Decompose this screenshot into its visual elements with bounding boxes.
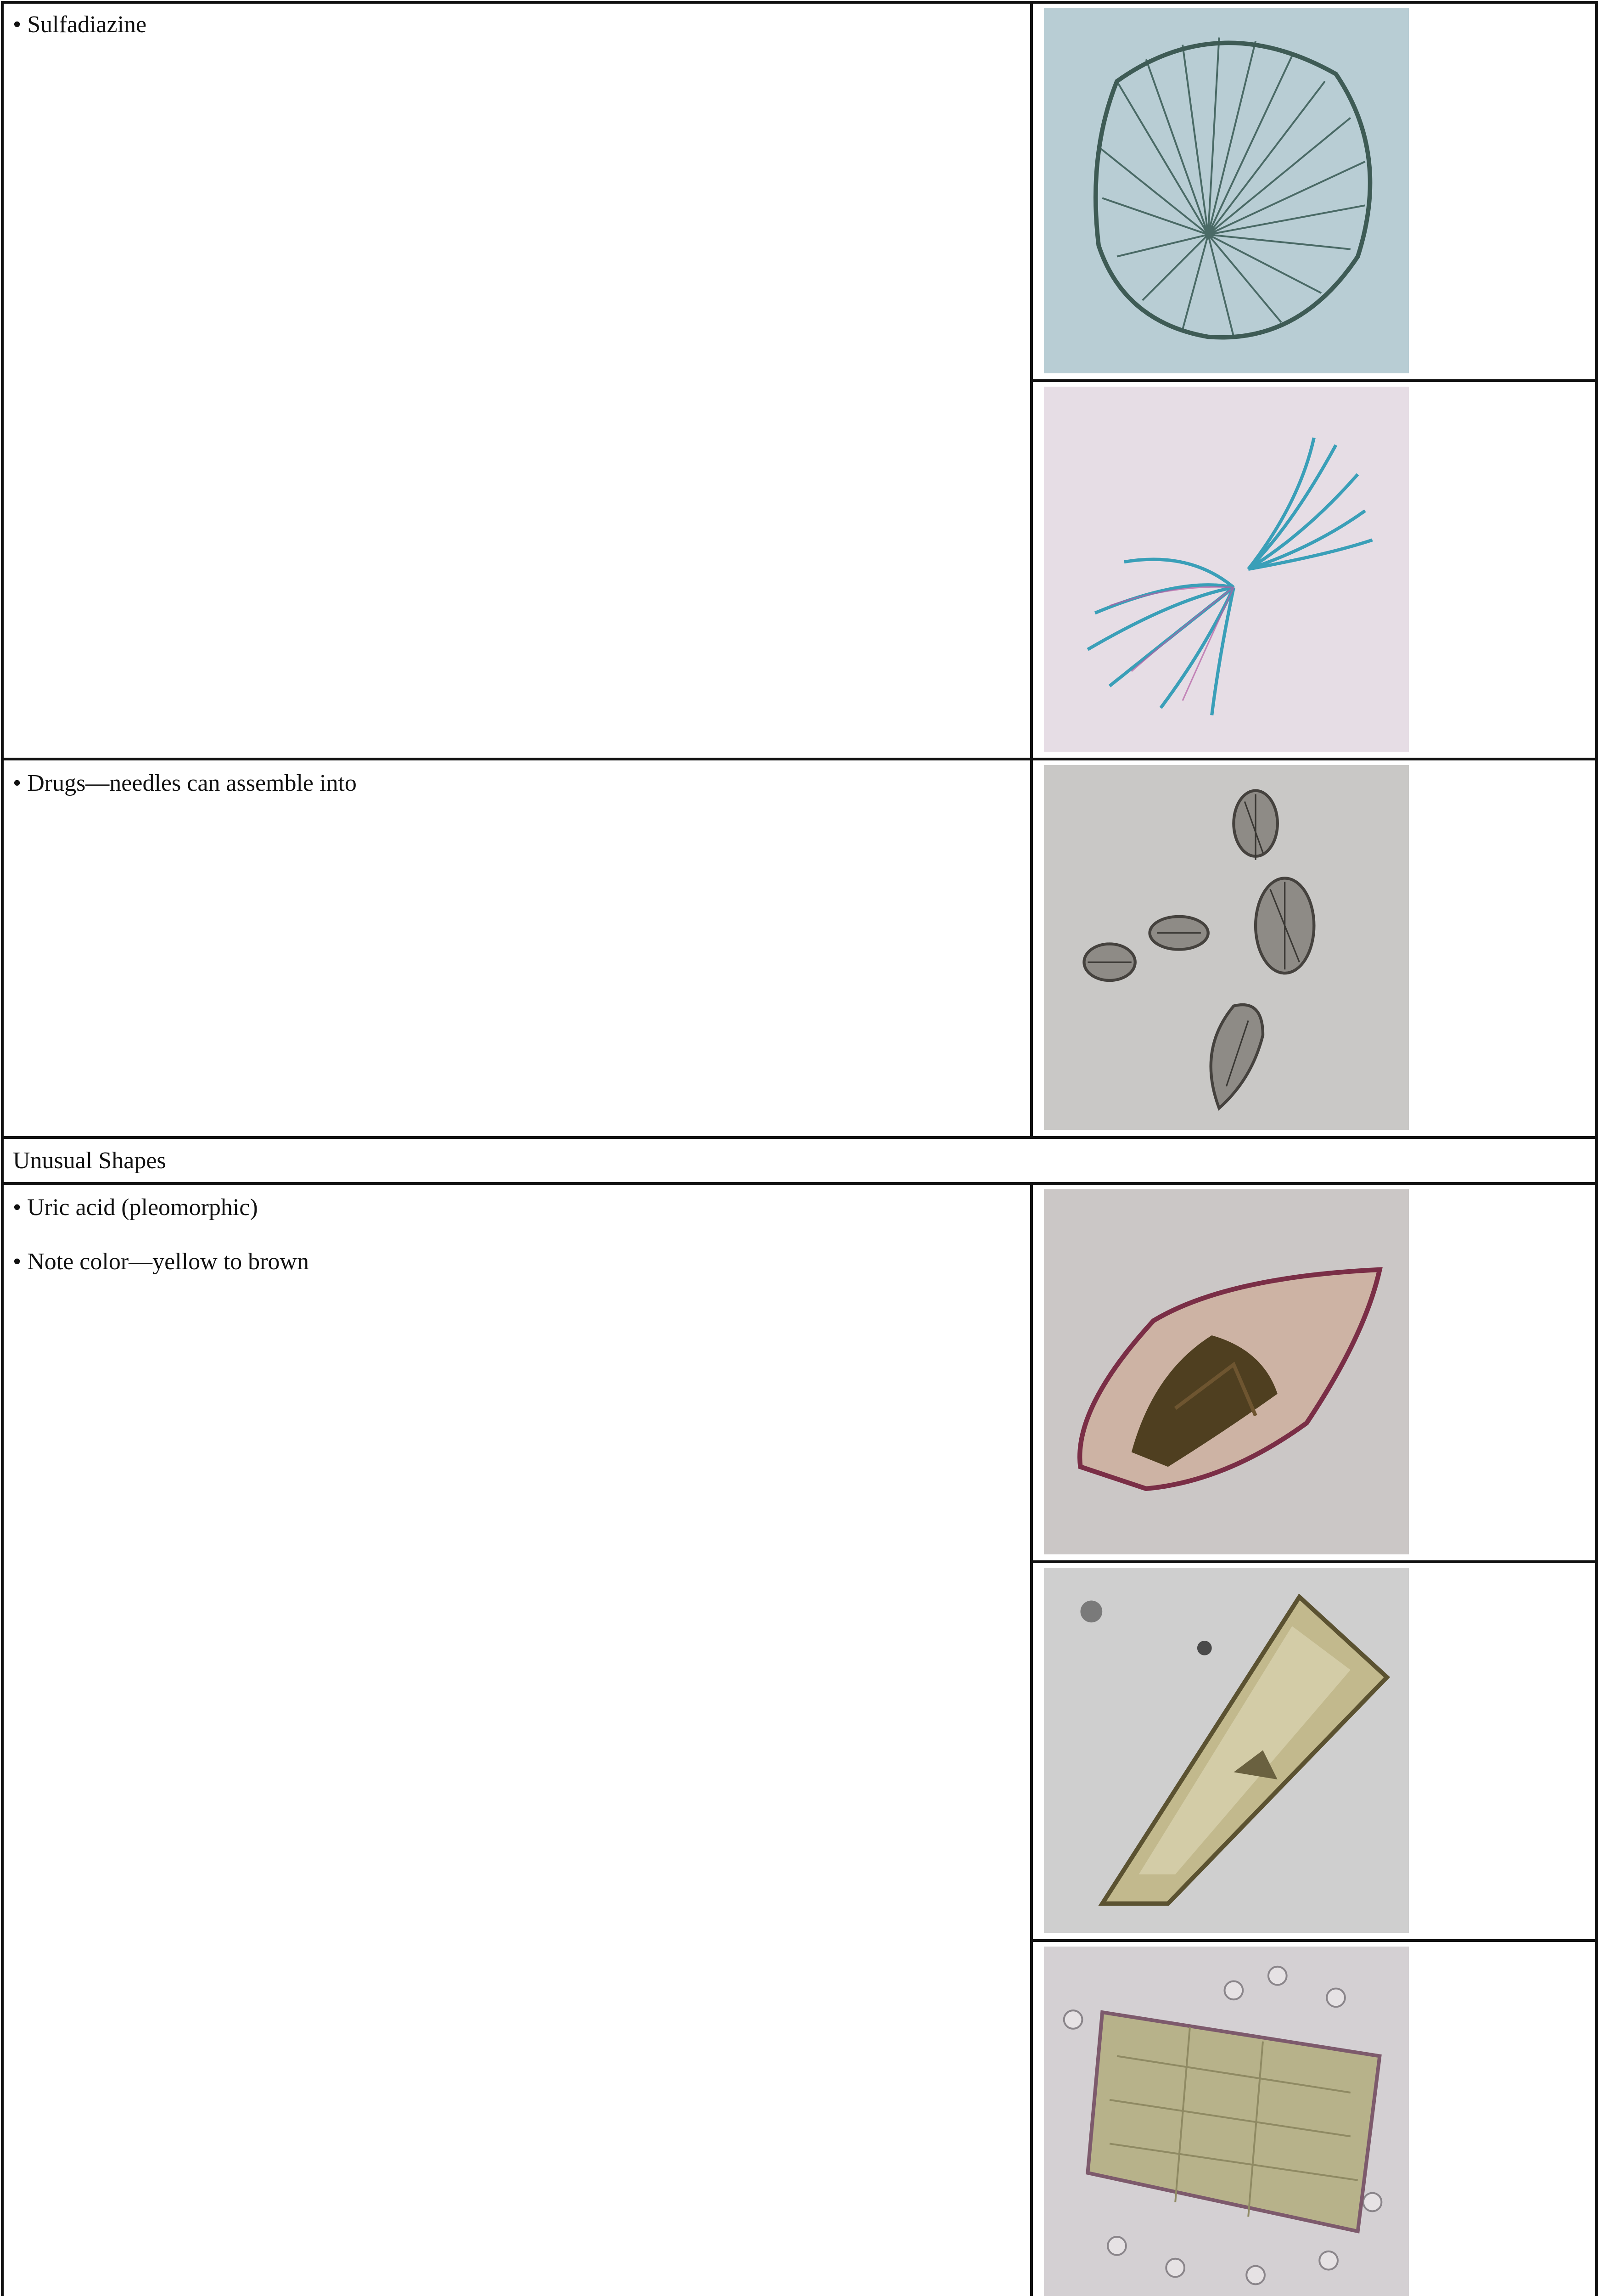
table-right-border <box>1595 1 1598 2296</box>
column-divider-bottom <box>1030 1184 1033 2296</box>
table-left-border <box>1 1 4 2296</box>
table-top-border <box>1 1 1598 4</box>
uric-acid-needle-photo <box>1044 1568 1409 1933</box>
color-note-label: • Note color—yellow to brown <box>13 1249 309 1275</box>
sulfadiazine-sheaf-photo <box>1044 387 1409 752</box>
uric-acid-rectangular-photo <box>1044 1947 1409 2296</box>
image-cell-divider-3 <box>1030 1939 1598 1942</box>
uric-acid-label: • Uric acid (pleomorphic) <box>13 1194 258 1221</box>
uric-acid-diamond-photo <box>1044 1189 1409 1554</box>
drugs-label: • Drugs—needles can assemble into <box>13 770 357 796</box>
image-cell-divider-2 <box>1030 1560 1598 1563</box>
section-title: Unusual Shapes <box>13 1148 166 1174</box>
row-divider-1 <box>1 758 1598 760</box>
sulfadiazine-label: • Sulfadiazine <box>13 11 147 38</box>
section-divider <box>1 1182 1598 1185</box>
column-divider-top <box>1030 1 1033 1139</box>
drug-needles-photo <box>1044 765 1409 1130</box>
image-cell-divider-1 <box>1030 379 1598 382</box>
sulfadiazine-fan-photo <box>1044 8 1409 373</box>
row-divider-2 <box>1 1136 1598 1139</box>
